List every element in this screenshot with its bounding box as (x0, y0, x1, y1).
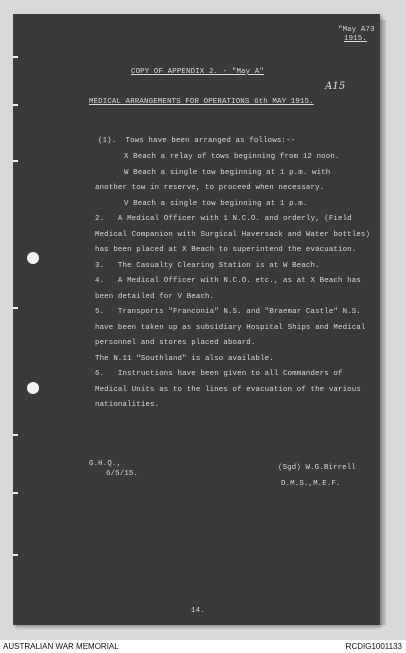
handwritten-annotation: A15 (325, 81, 346, 92)
body-line: has been placed at X Beach to superintend the evacuation. (95, 246, 357, 254)
margin-mark (13, 160, 18, 162)
body-line: V Beach a single tow beginning at 1 p.m. (124, 200, 308, 208)
body-line: Medical Companion with Surgical Haversack and Water bottles) (95, 231, 371, 239)
body-line: X Beach a relay of tows beginning from 12 noon. (124, 153, 340, 161)
body-line: The N.11 "Southland" is also available. (95, 355, 274, 363)
margin-mark (13, 104, 18, 106)
page-number: 14. (191, 607, 205, 615)
archive-footer (0, 640, 406, 653)
body-line: another tow in reserve, to proceed when necessary. (95, 184, 325, 192)
footer-institution: AUSTRALIAN WAR MEMORIAL (3, 642, 119, 651)
body-line: 6. Instructions have been given to all Commanders of (95, 370, 343, 378)
sign-left-line2: 6/5/15. (106, 470, 139, 478)
body-line: have been taken up as subsidiary Hospital Ships and Medical (95, 324, 366, 332)
margin-mark (13, 434, 18, 436)
document-title: COPY OF APPENDIX 2. - "May A" (131, 68, 264, 76)
punch-hole (27, 382, 39, 394)
body-line: 5. Transports "Franconia" N.S. and "Braemar Castle" N.S. (95, 308, 361, 316)
body-line: W Beach a single tow beginning at 1 p.m. with (124, 169, 331, 177)
document-subtitle: MEDICAL ARRANGEMENTS FOR OPERATIONS 6th MAY 1915. (89, 98, 314, 106)
sign-right-line2: D.M.S.,M.E.F. (281, 480, 341, 488)
body-line: (1). Tows have been arranged as follows:-- (98, 137, 296, 145)
body-line: nationalities. (95, 401, 160, 409)
margin-mark (13, 554, 18, 556)
margin-mark (13, 492, 18, 494)
footer-record-id: RCDIG1001133 (345, 642, 402, 651)
sign-left-line1: G.H.Q., (89, 460, 122, 468)
body-line: 2. A Medical Officer with 1 N.C.O. and orderly, (Field (95, 215, 352, 223)
body-line: personnel and stores placed aboard. (95, 339, 256, 347)
punch-hole (27, 252, 39, 264)
body-line: been detailed for V Beach. (95, 293, 215, 301)
sign-right-line1: (Sgd) W.G.Birrell (278, 464, 356, 472)
document-page (13, 14, 380, 625)
reference-stamp-line1: "May A73 (338, 26, 375, 34)
margin-mark (13, 56, 18, 58)
body-line: 4. A Medical Officer with N.C.O. etc., as at X Beach has (95, 277, 361, 285)
margin-mark (13, 307, 18, 309)
body-line: Medical Units as to the lines of evacuation of the various (95, 386, 361, 394)
reference-stamp-line2: 1915. (344, 35, 367, 43)
body-line: 3. The Casualty Clearing Station is at W Beach. (95, 262, 320, 270)
